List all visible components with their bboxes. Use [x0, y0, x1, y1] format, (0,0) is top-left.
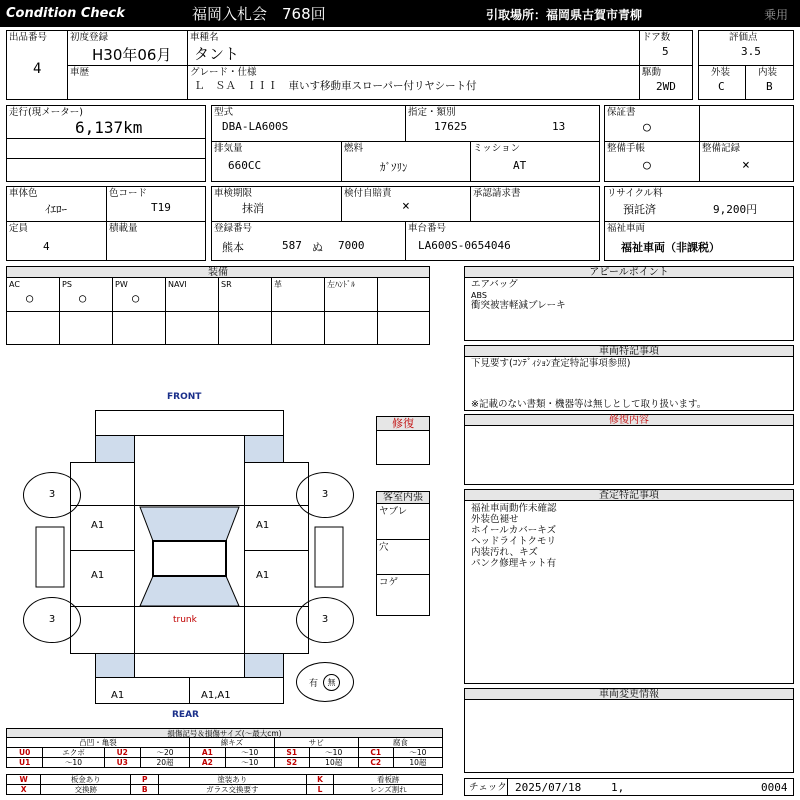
doors-value: 5 [662, 45, 669, 58]
legend-code: L [306, 785, 334, 795]
cabin-item-burn: コゲ [379, 577, 399, 588]
equip-sr-label: SR [221, 280, 232, 289]
tire-rl-value: 3 [48, 614, 56, 625]
cabin-item-tear: ヤブレ [379, 506, 408, 517]
chassis-label: 車台番号 [408, 223, 447, 234]
mileage-value: 6,137km [75, 118, 143, 137]
appeal-box [464, 277, 794, 341]
equip-ac-mark: ○ [26, 291, 34, 305]
transmission-label: ミッション [473, 143, 521, 154]
front-label: FRONT [167, 392, 202, 402]
displacement-label: 排気量 [214, 143, 243, 154]
legend-h-rust: サビ [274, 738, 358, 748]
check-mark: 1, [611, 781, 625, 794]
drive-cell [639, 65, 693, 100]
mileage-label: 走行(現メーター) [9, 107, 83, 118]
maint-record-cell [699, 141, 794, 182]
auction-title: 福岡入札会 768回 [192, 5, 326, 23]
lot-value: 4 [33, 61, 42, 77]
grade-label: グレード・仕様 [190, 67, 257, 78]
special-note: ※記載のない書類・機器等は無しとして取り扱います。 [471, 399, 707, 410]
transmission-cell [470, 141, 600, 182]
color-label: 車体色 [9, 188, 38, 199]
check-row [464, 778, 794, 796]
tire-front-right [296, 472, 354, 518]
manual-cell [604, 141, 700, 182]
right-front-door-damage: A1 [256, 520, 270, 531]
trunk-label: trunk [173, 615, 197, 625]
legend-title: 損傷記号＆損傷サイズ(～最大cm) [6, 728, 443, 738]
approval-cell [470, 186, 600, 222]
legend-desc: 10超 [309, 758, 358, 768]
assess-line-1: 福祉車両動作未確認 [471, 503, 557, 514]
tire-rr-value: 3 [321, 614, 329, 625]
welfare-cell [604, 221, 794, 261]
legend-code: U0 [7, 748, 43, 758]
doors-label: ドア数 [642, 32, 671, 43]
tire-rear-left [23, 597, 81, 643]
legend-desc: ～10 [225, 748, 274, 758]
brand-title: Condition Check [6, 6, 125, 21]
transmission-value: AT [513, 159, 527, 172]
history-label: 車歴 [70, 67, 90, 78]
check-date: 2025/07/18 [515, 781, 582, 794]
rear-left-bumper-damage: A1 [111, 690, 125, 701]
cabin-title: 客室内張 [376, 491, 430, 504]
fuel-label: 燃料 [344, 143, 364, 154]
legend-desc: エクボ [43, 748, 104, 758]
legend-code: K [306, 775, 334, 785]
score-cell [698, 30, 794, 66]
plate-area: 熊本 [222, 241, 244, 254]
rear-label: REAR [172, 710, 199, 720]
equip-lhd-label: 左ﾊﾝﾄﾞﾙ [327, 280, 355, 289]
legend-desc: 板金あり [41, 775, 131, 785]
drive-label: 駆動 [642, 67, 662, 78]
tire-front-left [23, 472, 81, 518]
equip-leather-label: 革 [274, 280, 282, 289]
assess-line-3: ホイールカバーキズ [471, 525, 557, 536]
score-label: 評価点 [729, 32, 758, 43]
fuel-value: ｶﾞｿﾘﾝ [380, 161, 408, 174]
recycle-cell [604, 186, 794, 222]
displacement-value: 660CC [228, 159, 262, 172]
capacity-label: 定員 [9, 223, 29, 234]
spare-no-mark: 無 [323, 674, 340, 691]
legend-code: P [131, 775, 159, 785]
maint-record-label: 整備記録 [702, 143, 741, 154]
legend-code: A1 [190, 748, 226, 758]
recycle-amount: 9,200円 [713, 203, 758, 216]
color-value: ｲｴﾛｰ [45, 203, 67, 216]
legend-table-damage [6, 737, 443, 768]
legend-desc: 20超 [140, 758, 189, 768]
legend-code: S2 [274, 758, 309, 768]
tire-rear-right [296, 597, 354, 643]
inspection-label: 車検期限 [214, 188, 253, 199]
appeal-title: アピールポイント [464, 266, 794, 278]
assess-box [464, 500, 794, 684]
model-name-value: タント [194, 45, 240, 63]
tire-fl-value: 3 [48, 489, 56, 500]
designation-value2: 13 [552, 120, 566, 133]
legend-h-scratch: 線キズ [190, 738, 275, 748]
legend-code: C1 [358, 748, 393, 758]
special-line-1: 下見要す(ｺﾝﾃﾞｨｼｮﾝ査定特記事項参照) [471, 358, 631, 369]
inspection-value: 抹消 [242, 202, 264, 215]
interior-cell [745, 65, 794, 100]
warranty-label: 保証書 [607, 107, 636, 118]
insurance-value: × [402, 199, 410, 214]
grade-value: Ｌ ＳＡ ＩＩＩ 車いす移動車スローパー付リヤシート付 [194, 80, 477, 92]
plate-number: 7000 [338, 239, 365, 252]
welfare-value: 福祉車両（非課税） [621, 241, 720, 254]
score-value: 3.5 [741, 45, 761, 58]
assess-line-2: 外装色褪せ [471, 514, 519, 525]
warranty-cell [604, 105, 794, 142]
plate-class: 587 [282, 239, 302, 252]
equip-pw-mark: ○ [132, 291, 140, 305]
plate-label: 登録番号 [214, 223, 253, 234]
equipment-title: 装備 [6, 266, 430, 278]
chassis-value: LA600S-0654046 [418, 239, 511, 252]
category-label: 乗用 [764, 8, 789, 22]
exterior-value: C [718, 80, 725, 93]
legend-h-corrosion: 腐食 [358, 738, 442, 748]
tire-fr-value: 3 [321, 489, 329, 500]
maint-record-value: × [742, 158, 750, 173]
legend-desc: レンズ割れ [334, 785, 443, 795]
designation-value1: 17625 [434, 120, 468, 133]
equip-pw-label: PW [115, 280, 128, 289]
exterior-label: 外装 [711, 67, 731, 78]
legend-desc: 10超 [393, 758, 442, 768]
equip-ac-label: AC [9, 280, 20, 289]
legend-h-dent: 凸凹・亀裂 [7, 738, 190, 748]
change-box [464, 699, 794, 773]
appeal-line-3: 衝突被害軽減ブレーキ [471, 300, 566, 311]
legend-desc: ガラス交換要す [159, 785, 307, 795]
special-title: 車両特記事項 [464, 345, 794, 357]
plate-kana: ぬ [312, 241, 323, 254]
pickup-location: 引取場所：福岡県古賀市青柳 [486, 8, 643, 22]
insurance-label: 検付自賠責 [344, 188, 392, 199]
color-code-value: T19 [151, 201, 171, 214]
change-title: 車両変更情報 [464, 688, 794, 700]
repair-detail-title: 修復内容 [464, 414, 794, 426]
appeal-line-1: エアバッグ [471, 279, 518, 290]
legend-desc: ～10 [43, 758, 104, 768]
repair-title: 修復 [376, 416, 430, 431]
legend-desc: ～10 [393, 748, 442, 758]
legend-code: W [7, 775, 41, 785]
spare-tire-indicator [296, 662, 354, 702]
equip-ps-label: PS [62, 280, 72, 289]
check-label: チェック [469, 782, 507, 793]
load-label: 積載量 [109, 223, 138, 234]
warranty-value: ○ [643, 120, 651, 135]
exterior-cell [698, 65, 746, 100]
legend-desc: ～10 [225, 758, 274, 768]
interior-value: B [766, 80, 773, 93]
drive-value: 2WD [656, 80, 676, 93]
assess-line-5: 内装汚れ、キズ [471, 547, 538, 558]
legend-code: A2 [190, 758, 226, 768]
manual-value: ○ [643, 158, 651, 173]
recycle-status: 預託済 [623, 203, 656, 216]
manual-label: 整備手帳 [607, 143, 646, 154]
legend-desc: 塗装あり [159, 775, 307, 785]
legend-code: U1 [7, 758, 43, 768]
assess-line-6: パンク修理キット有 [471, 558, 557, 569]
check-number: 0004 [761, 781, 788, 794]
type-label: 型式 [214, 107, 234, 118]
legend-code: B [131, 785, 159, 795]
interior-label: 内装 [758, 67, 778, 78]
type-value: DBA-LA600S [222, 120, 289, 133]
spare-yes-label: 有 [309, 679, 319, 689]
legend-desc: ～20 [140, 748, 189, 758]
cabin-item-hole: 穴 [379, 542, 389, 553]
special-box [464, 356, 794, 411]
first-reg-label: 初度登録 [70, 32, 109, 43]
right-rear-door-damage: A1 [256, 570, 270, 581]
approval-label: 承認請求書 [473, 188, 521, 199]
legend-code: C2 [358, 758, 393, 768]
model-name-label: 車種名 [190, 32, 219, 43]
legend-code: U3 [104, 758, 140, 768]
left-rear-door-damage: A1 [91, 570, 105, 581]
left-front-door-damage: A1 [91, 520, 105, 531]
equip-navi-label: NAVI [168, 280, 187, 289]
legend-desc: ～10 [309, 748, 358, 758]
appeal-line-2: ABS [471, 291, 487, 300]
assess-line-4: ヘッドライトクモリ [471, 536, 557, 547]
legend-code: X [7, 785, 41, 795]
lot-label: 出品番号 [9, 32, 48, 43]
legend-table-other [6, 774, 443, 795]
legend-desc: 看板跡 [334, 775, 443, 785]
assess-title: 査定特記事項 [464, 489, 794, 501]
doors-cell [639, 30, 693, 66]
legend-desc: 交換跡 [41, 785, 131, 795]
welfare-label: 福祉車両 [607, 223, 646, 234]
rear-right-bumper-damage: A1,A1 [201, 690, 231, 701]
capacity-value: 4 [43, 240, 50, 253]
legend-code: S1 [274, 748, 309, 758]
recycle-label: リサイクル料 [607, 188, 663, 199]
first-reg-value: H30年06月 [92, 46, 172, 64]
equip-ps-mark: ○ [79, 291, 87, 305]
legend-code: U2 [104, 748, 140, 758]
repair-detail-box [464, 425, 794, 485]
color-code-label: 色コード [109, 188, 148, 199]
designation-label: 指定・類別 [408, 107, 456, 118]
